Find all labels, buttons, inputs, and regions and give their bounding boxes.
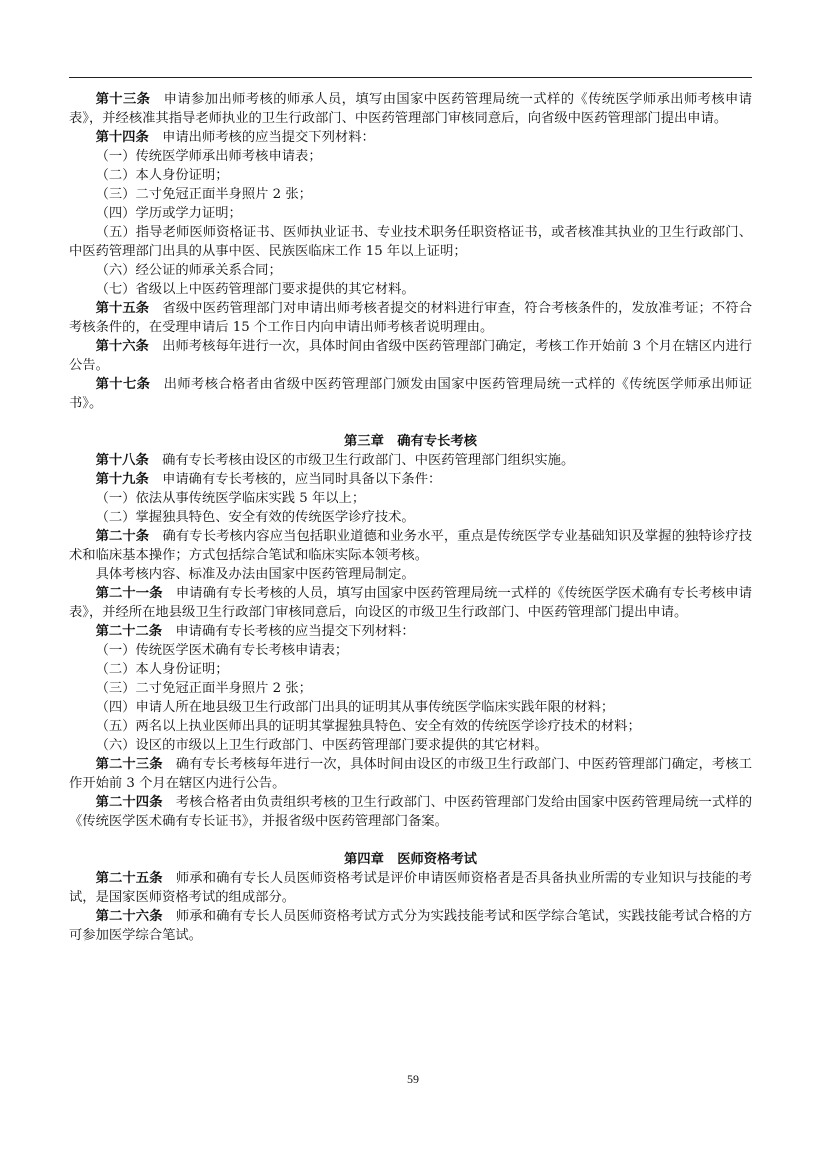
article-number: 第十六条: [95, 339, 149, 354]
article-text: 申请确有专长考核的，应当同时具备以下条件：: [162, 472, 442, 487]
page-number: 59: [407, 1072, 419, 1086]
list-item: （三）二寸免冠正面半身照片 2 张；: [95, 187, 312, 202]
list-item: （六）设区的市级以上卫生行政部门、中医药管理部门要求提供的其它材料。: [95, 738, 548, 753]
article-paragraph: [69, 375, 752, 413]
article-text: 申请确有专长考核的应当提交下列材料：: [175, 624, 415, 639]
list-item: （二）本人身份证明；: [95, 662, 229, 677]
article-text: 申请出师考核的应当提交下列材料：: [162, 130, 375, 145]
document-body: [69, 90, 752, 945]
article-number: 第十五条: [95, 301, 150, 316]
article-number: 第二十六条: [95, 909, 163, 924]
article-text: 确有专长考核每年进行一次，具体时间由设区的市级卫生行政部门、中医药管理部门确定，考核工作开始前 3 个月在辖区内进行公告。: [69, 757, 753, 791]
article-text: 申请参加出师考核的师承人员，填写由国家中医药管理局统一式样的《传统医学师承出师考核申请表》，并经核准其指导老师执业的卫生行政部门、中医药管理部门审核同意后，向省级中医药管理部门提出申请。: [69, 92, 753, 126]
article-number: 第十八条: [95, 453, 149, 468]
list-item: （三）二寸免冠正面半身照片 2 张；: [95, 681, 312, 696]
article-paragraph: [69, 622, 752, 641]
article-number: 第二十条: [95, 529, 150, 544]
article-paragraph: [69, 451, 752, 470]
article-number: 第二十二条: [95, 624, 163, 639]
article-number: 第二十三条: [95, 757, 163, 772]
article-text: 确有专长考核由设区的市级卫生行政部门、中医药管理部门组织实施。: [162, 453, 575, 468]
article-paragraph: [69, 584, 752, 622]
article-paragraph: [69, 527, 752, 565]
article-text: 省级中医药管理部门对申请出师考核者提交的材料进行审查，符合考核条件的，发放准考证；不符合考核条件的，在受理申请后 15 个工作日内向申请出师考核者说明理由。: [69, 301, 753, 335]
article-text: 申请确有专长考核的人员，填写由国家中医药管理局统一式样的《传统医学医术确有专长考核申请表》，并经所在地县级卫生行政部门审核同意后，向设区的市级卫生行政部门、中医药管理部门提出申请。: [69, 586, 753, 620]
article-paragraph: [69, 470, 752, 489]
list-item: （四）学历或学力证明；: [95, 206, 242, 221]
chapter-heading: 第三章 确有专长考核: [344, 434, 477, 449]
section-spacer: [69, 413, 752, 432]
list-item: （五）指导老师医师资格证书、医师执业证书、专业技术职务任职资格证书，或者核准其执业的卫生行政部门、中医药管理部门出具的从事中医、民族医临床工作 15 年以上证明；: [69, 225, 752, 259]
article-paragraph: [69, 299, 752, 337]
article-number: 第二十五条: [95, 871, 163, 886]
article-number: 第十四条: [95, 130, 149, 145]
article-number: 第十七条: [95, 377, 151, 392]
article-paragraph: [69, 90, 752, 128]
article-number: 第二十一条: [95, 586, 163, 601]
article-text: 出师考核每年进行一次，具体时间由省级中医药管理部门确定，考核工作开始前 3 个月在辖区内进行公告。: [69, 339, 752, 373]
article-number: 第十三条: [95, 92, 151, 107]
section-spacer: [69, 831, 752, 850]
article-text: 师承和确有专长人员医师资格考试是评价申请医师资格者是否具备执业所需的专业知识与技能的考试，是国家医师资格考试的组成部分。: [69, 871, 753, 905]
article-text: 确有专长考核内容应当包括职业道德和业务水平，重点是传统医学专业基础知识及掌握的独特诊疗技术和临床基本操作；方式包括综合笔试和临床实际本领考核。: [69, 529, 753, 563]
header-rule: [69, 77, 752, 78]
article-paragraph: [69, 907, 752, 945]
list-item: （一）传统医学师承出师考核申请表；: [95, 149, 322, 164]
list-item: （一）传统医学医术确有专长考核申请表；: [95, 643, 349, 658]
list-item: （六）经公证的师承关系合同；: [95, 263, 282, 278]
list-item: （五）两名以上执业医师出具的证明其掌握独具特色、安全有效的传统医学诊疗技术的材料；: [95, 719, 641, 734]
list-item: （七）省级以上中医药管理部门要求提供的其它材料。: [95, 282, 415, 297]
article-paragraph: [69, 128, 752, 147]
article-text: 出师考核合格者由省级中医药管理部门颁发由国家中医药管理局统一式样的《传统医学师承出师证书》。: [69, 377, 753, 411]
chapter-heading: 第四章 医师资格考试: [344, 852, 477, 867]
list-item: 具体考核内容、标准及办法由国家中医药管理局制定。: [95, 567, 415, 582]
article-number: 第二十四条: [95, 795, 163, 810]
list-item: （一）依法从事传统医学临床实践 5 年以上；: [95, 491, 366, 506]
list-item: （二）本人身份证明；: [95, 168, 229, 183]
article-paragraph: [69, 793, 752, 831]
article-number: 第十九条: [95, 472, 149, 487]
article-paragraph: [69, 337, 752, 375]
list-item: （二）掌握独具特色、安全有效的传统医学诊疗技术。: [95, 510, 415, 525]
list-item: （四）申请人所在地县级卫生行政部门出具的证明其从事传统医学临床实践年限的材料；: [95, 700, 615, 715]
article-paragraph: [69, 869, 752, 907]
article-paragraph: [69, 755, 752, 793]
article-text: 师承和确有专长人员医师资格考试方式分为实践技能考试和医学综合笔试，实践技能考试合格的方可参加医学综合笔试。: [69, 909, 753, 943]
article-text: 考核合格者由负责组织考核的卫生行政部门、中医药管理部门发给由国家中医药管理局统一式样的《传统医学医术确有专长证书》，并报省级中医药管理部门备案。: [69, 795, 753, 829]
